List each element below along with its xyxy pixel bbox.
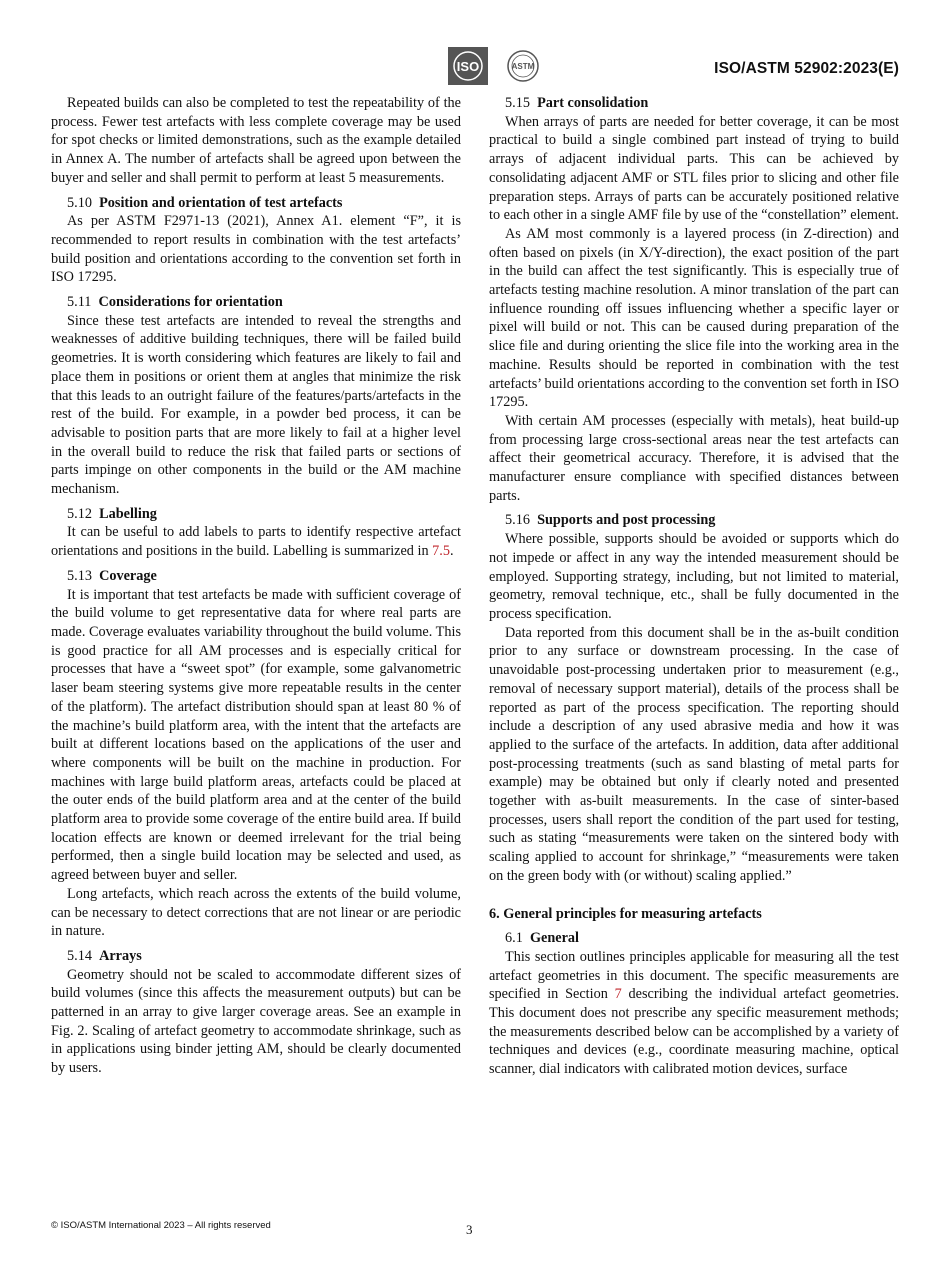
section-number: 5.12: [67, 505, 92, 522]
page-header: [0, 0, 950, 90]
section-title: Arrays: [99, 947, 142, 964]
section-number: 6.1: [505, 930, 523, 947]
section-heading-5-15: [489, 94, 899, 113]
section-title: Considerations for orientation: [98, 294, 283, 311]
paragraph: As per ASTM F2971-13 (2021), Annex A1. element “F”, it is recommended to report results in combination with the test artefacts’ build position and orientations according to the convention set forth in ISO 17295.: [51, 213, 461, 286]
section-number: 5.14: [67, 947, 92, 964]
paragraph: As AM most commonly is a layered process (in Z-direction) and often based on pixels (in X/Y-direction), the exact position of the part in the build can affect the test significantly. This is especially true of artefacts testing machine resolution. A minor translation of the part can influence rounding off issues influencing whether a specific layer or pixel will build or not. This can be caused during preparation of the slice file and during orienting the slice file into the working area in the machine. Results should be reported in combination with the test artefacts’ build orientations according to the convention set forth in ISO 17295.: [489, 225, 899, 411]
paragraph: Data reported from this document shall be in the as-built condition prior to any surface or downstream processing. In the case of unavoidable post-processing undertaken prior to measurement (e.g., removal of necessary support material), details of the process shall be reported as part of the process specification. The reporting should include a description of any used abrasive media and how it was applied to the surface of the artefacts. In addition, data after additional post-processing treatments (such as sand blasting of metal parts for example) may be obtained but only if clearly noted and presented together with as-built measurements. In the case of sinter-based processes, users shall report the condition of the part used for testing, such as stating “measurements were taken on the sintered body with scaling applied to account for shrinkage,” “measurements were taken on the green body with (or without) scaling applied.”: [489, 624, 899, 884]
page-number: 3: [466, 1222, 473, 1237]
section-link-7-5[interactable]: 7.5: [432, 543, 450, 560]
section-title: Position and orientation of test artefacts: [99, 194, 343, 211]
page-footer: [0, 1210, 950, 1250]
section-title: Supports and post processing: [537, 512, 716, 529]
iso-logo: [448, 47, 488, 85]
right-column: [489, 94, 899, 1079]
section-heading-5-13: [51, 567, 461, 586]
paragraph: Since these test artefacts are intended to reveal the strengths and weaknesses of additive building techniques, there will be failed build geometries. It is worth considering which features are likely to fail and place them in positions or orient them at angles that minimize the risk that this leads to an outright failure of the features/parts/artefacts in the rest of the build. For example, in a powder bed process, it can be advisable to position parts that are more likely to fail at a higher level in the overall build to reduce the risk that failed parts or sections of parts impinge on other components in the build or the AM machine mechanism.: [51, 312, 461, 498]
left-column: [51, 94, 461, 1078]
section-number: 5.13: [67, 567, 92, 584]
section-link-7[interactable]: 7: [614, 986, 622, 1003]
section-title: Part consolidation: [537, 95, 649, 111]
section-title: Coverage: [99, 567, 157, 584]
section-heading-5-10: [51, 194, 461, 213]
paragraph: With certain AM processes (especially with metals), heat build-up from processing large cross-sectional areas near the test artefacts can affect their geometrical accuracy. Therefore, it is advised that the manufacturer ensure compliance with specified distances between parts.: [489, 412, 899, 504]
paragraph-text: .: [449, 543, 454, 560]
section-number: 5.16: [505, 512, 530, 529]
logos: [448, 47, 548, 85]
section-number: 5.15: [505, 95, 530, 111]
paragraph: Long artefacts, which reach across the extents of the build volume, can be necessary to detect corrections that are not linear or are periodic in nature.: [51, 885, 461, 940]
section-heading-5-12: [51, 505, 461, 524]
document-id: ISO/ASTM 52902:2023(E): [714, 60, 899, 77]
copyright-notice: © ISO/ASTM International 2023 – All rights reserved: [51, 1220, 271, 1231]
paragraph: [51, 523, 461, 560]
paragraph: Geometry should not be scaled to accommodate different sizes of build volumes (since this affects the measurement outputs) but can be patterned in an array to give larger coverage areas. See an example in Fig. 2. Scaling of artefact geometry to accommodate shrinkage, such as in applications using binder jetting AM, should be clearly documented by users.: [51, 966, 461, 1077]
section-title: Labelling: [99, 505, 157, 522]
paragraph: [489, 948, 899, 1079]
paragraph-text: describing the individual artefact geometries. This document does not prescribe any specific measurement methods; the measurements described below can be accomplished by a variety of techniques and devices (e.g., coordinate measuring machine, optical scanner, dial indicators with calibrated motion devices, surface: [489, 986, 900, 1078]
section-heading-5-14: [51, 947, 461, 966]
iso-logo-text: ISO: [456, 59, 480, 74]
paragraph: It is important that test artefacts be made with sufficient coverage of the build volume to get representative data for where real parts are made. Coverage evaluates variability throughout the build volume. This is good practice for all AM processes and is especially critical for processes that have a “sweet spot” (for example, some galvanometric laser beam steering systems give more repeatable results in the center of the platform). The artefact distribution should span at least 80 % of the machine’s build platform area, with the intent that the artefacts are built at different locations based on the applications of the user and where components will be built on the machine in production. For machines with large build platform areas, artefacts could be placed at the outer ends of the build platform area and at the center of the build platform area to provide some coverage of the entire build area. If build location effects are known or deemed irrelevant for the trial being performed, then a single build location may be selected and used, as agreed between buyer and seller.: [51, 586, 461, 884]
section-number: 5.11: [67, 294, 92, 311]
section-number: 5.10: [67, 194, 92, 211]
paragraph: When arrays of parts are needed for better coverage, it can be most practical to build a single combined part instead of trying to build arrays of adjacent individual parts. This can be achieved by consolidating adjacent AMF or STL files prior to slicing and other file preparation steps. Arrays of parts can be accurately positioned relative to each other in a single AMF file by use of the “constellation” element.: [489, 113, 899, 224]
astm-logo-text: ASTM: [511, 62, 535, 71]
paragraph-text: It can be useful to add labels to parts to identify respective artefact orientations and positions in the build. Labelling is summarized in: [51, 524, 461, 560]
section-heading-5-16: [489, 511, 899, 530]
paragraph: Where possible, supports should be avoided or supports which do not impede or affect in any way the intended measurement should be employed. Supporting strategy, including, but not limited to material, geometry, removal technique, etc., shall be fully documented in the process specification.: [489, 531, 899, 622]
paragraph: Repeated builds can also be completed to test the repeatability of the process. Fewer test artefacts with less complete coverage may be used for spot checks or limited demonstrations, such as the example detailed in Annex A. The number of artefacts shall be agreed upon between the buyer and seller and shall permit to perform at least 5 measurements.: [51, 95, 461, 186]
section-heading-6: 6. General principles for measuring artefacts: [489, 905, 762, 922]
section-title: General: [529, 930, 580, 947]
section-heading-5-11: [51, 293, 461, 312]
section-heading-6-1: [489, 929, 899, 948]
astm-logo: [508, 51, 538, 81]
paragraph-text: This section outlines principles applicable for measuring all the test artefact geometries in this document. The specific measurements are specified in Section: [489, 948, 899, 1003]
